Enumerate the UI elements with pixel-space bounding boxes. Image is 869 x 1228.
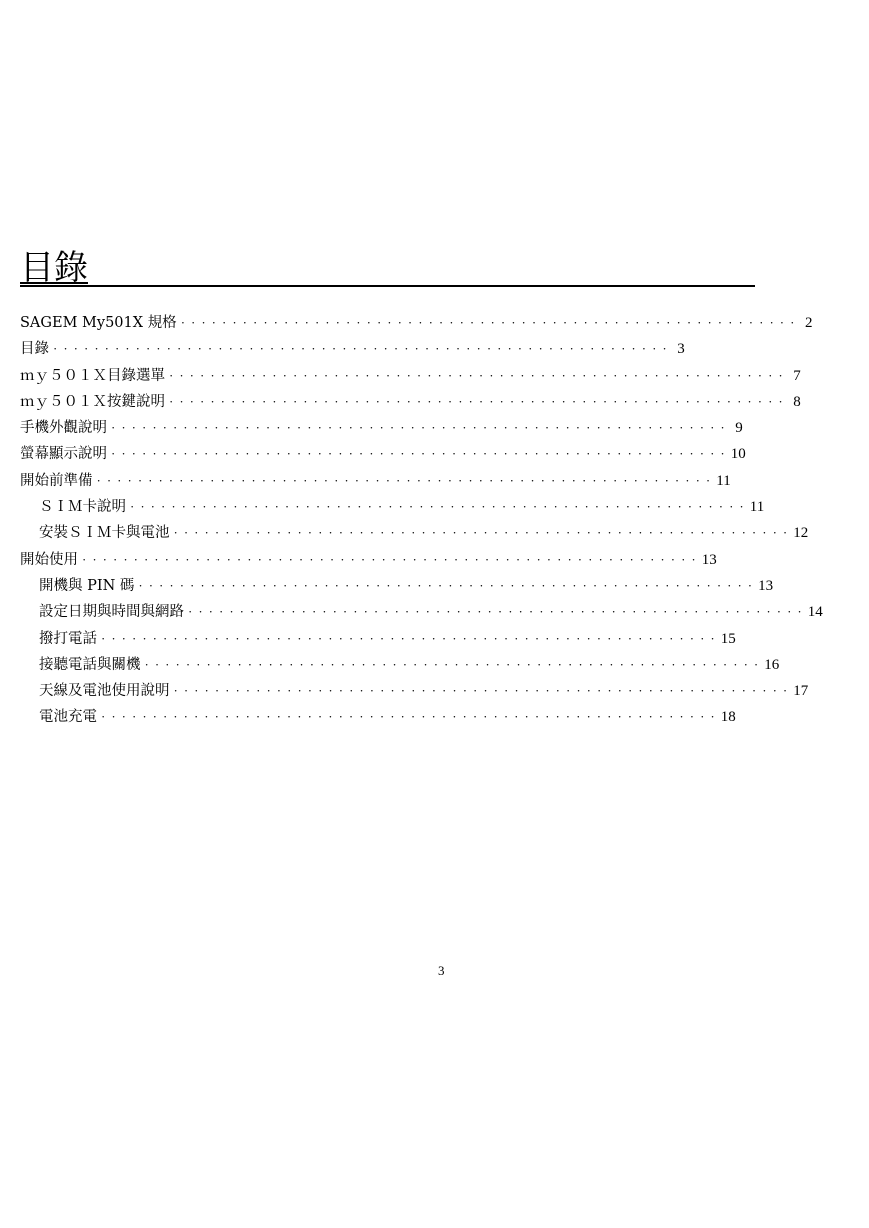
toc-entry-page: 9 (735, 420, 743, 437)
toc-entry-label: 天線及電池使用說明 (39, 683, 170, 700)
toc-entry[interactable] (20, 547, 717, 573)
toc-entry-label: 接聽電話與關機 (39, 656, 141, 673)
toc-dot-leader: ···························································· (173, 525, 794, 541)
toc-entry-page: 10 (730, 446, 746, 463)
toc-entry[interactable] (20, 599, 823, 625)
toc-entry-page: 17 (793, 683, 809, 700)
toc-entry-label: 螢幕顯示說明 (20, 446, 107, 463)
toc-entry[interactable] (20, 363, 801, 389)
toc-entry-label: 開始前準備 (20, 472, 93, 489)
toc-entry-page: 7 (793, 367, 801, 384)
toc-dot-leader: ···························································· (173, 683, 794, 699)
toc-entry-label: ＳＩＭ卡說明 (39, 499, 126, 516)
toc-dot-leader: ···························································· (111, 420, 731, 436)
toc-entry-page: 15 (720, 630, 736, 647)
toc-dot-leader: ···························································· (101, 709, 721, 725)
toc-entry[interactable] (20, 626, 736, 652)
toc-dot-leader: ···························································· (96, 472, 717, 488)
toc-entry[interactable] (20, 678, 809, 704)
toc-entry-label: 設定日期與時間與網路 (39, 604, 184, 621)
toc-entry-label: 開機與 PIN 碼 (39, 577, 135, 594)
toc-entry-label: 目錄 (20, 341, 49, 358)
toc-dot-leader: ···························································· (111, 446, 731, 462)
toc-entry-page: 11 (749, 499, 765, 516)
toc-entry-label: 手機外觀說明 (20, 420, 107, 437)
toc-entry-label: 安裝ＳＩＭ卡與電池 (39, 525, 170, 542)
toc-dot-leader: ···························································· (180, 315, 801, 330)
toc-entry[interactable] (20, 441, 746, 467)
page-title: 目錄 (20, 248, 88, 288)
toc-dot-leader: ···························································· (138, 577, 759, 593)
toc-entry[interactable] (20, 310, 813, 336)
toc-entry-page: 8 (793, 393, 801, 410)
toc-entry[interactable] (20, 336, 685, 362)
footer-page-number: 3 (438, 963, 445, 978)
toc-dot-leader: ···························································· (82, 551, 702, 567)
toc-entry[interactable] (20, 573, 774, 599)
toc-entry-page: 13 (701, 551, 717, 568)
toc-entry-label: ｍｙ５０１Ｘ目錄選單 (20, 367, 165, 384)
toc-entry[interactable] (20, 468, 731, 494)
toc-entry-label: 撥打電話 (39, 630, 97, 647)
toc-entry-label: 開始使用 (20, 551, 78, 568)
toc-entry[interactable] (20, 389, 801, 415)
toc-dot-leader: ···························································· (53, 341, 673, 357)
table-of-contents (20, 310, 823, 731)
toc-dot-leader: ···························································· (169, 393, 789, 409)
toc-dot-leader: ···························································· (188, 604, 808, 620)
title-rule (20, 285, 755, 287)
toc-entry-page: 13 (758, 577, 774, 594)
toc-entry-page: 11 (716, 472, 731, 489)
toc-entry-page: 3 (677, 341, 685, 358)
toc-entry-label: ｍｙ５０１Ｘ按鍵說明 (20, 393, 165, 410)
toc-entry[interactable] (20, 520, 809, 546)
toc-dot-leader: ···························································· (144, 656, 765, 672)
toc-entry[interactable] (20, 494, 765, 520)
toc-entry-page: 14 (807, 604, 823, 621)
toc-entry[interactable] (20, 704, 736, 730)
toc-entry-label: SAGEM My501X 規格 (20, 315, 177, 331)
toc-entry-label: 電池充電 (39, 709, 97, 726)
toc-entry-page: 16 (764, 656, 780, 673)
toc-dot-leader: ···························································· (130, 499, 750, 515)
toc-dot-leader: ···························································· (101, 630, 721, 646)
toc-entry[interactable] (20, 415, 743, 441)
toc-entry-page: 12 (793, 525, 809, 542)
toc-dot-leader: ···························································· (169, 367, 789, 383)
toc-entry-page: 2 (804, 315, 813, 331)
toc-entry[interactable] (20, 652, 780, 678)
toc-entry-page: 18 (720, 709, 736, 726)
